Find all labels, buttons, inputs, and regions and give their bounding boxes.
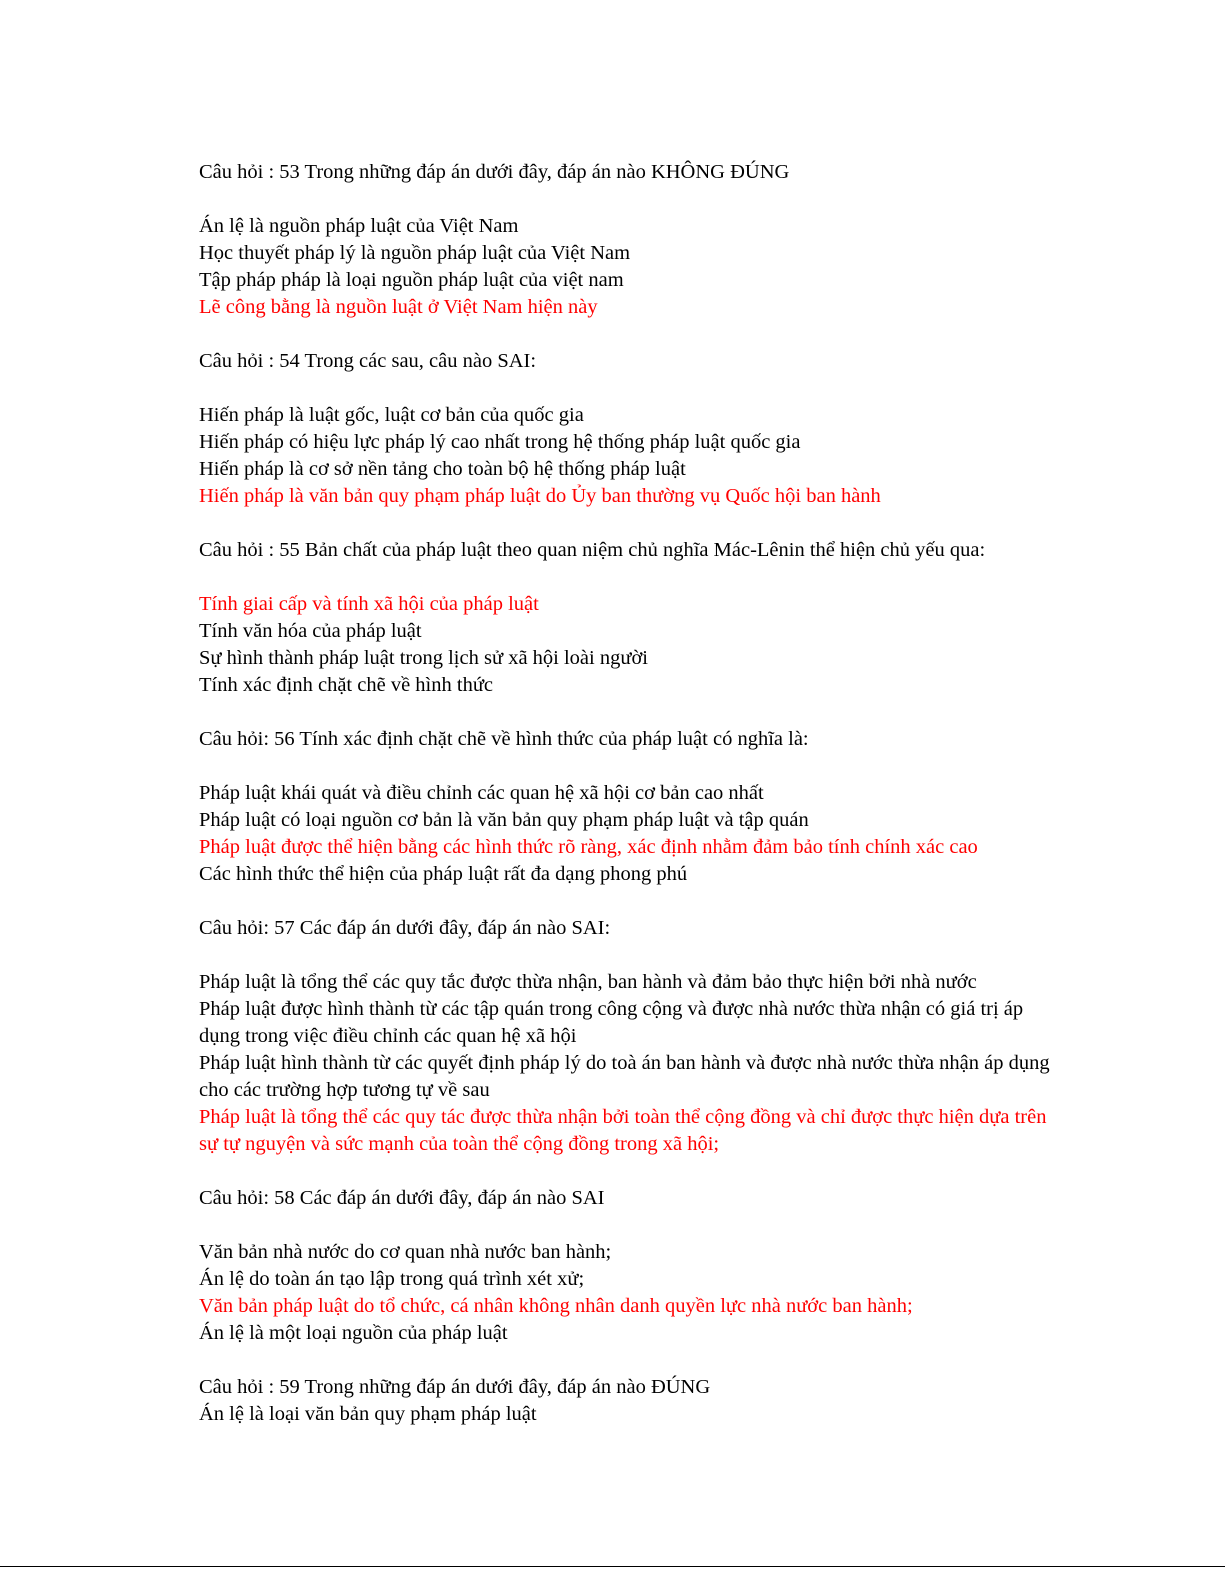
question-block xyxy=(199,915,1059,1158)
question-block xyxy=(199,537,1059,699)
answer-option: Hiến pháp là cơ sở nền tảng cho toàn bộ hệ thống pháp luật xyxy=(199,458,686,480)
question-title: Câu hỏi : 55 Bản chất của pháp luật theo quan niệm chủ nghĩa Mác-Lênin thể hiện chủ yếu qua: xyxy=(199,539,986,561)
answer-option-highlighted: Lẽ công bằng là nguồn luật ở Việt Nam hiện này xyxy=(199,296,598,318)
page-bottom-rule xyxy=(0,1566,1225,1567)
question-block xyxy=(199,1185,1059,1347)
answer-option: Hiến pháp có hiệu lực pháp lý cao nhất trong hệ thống pháp luật quốc gia xyxy=(199,431,801,453)
answer-option: Hiến pháp là luật gốc, luật cơ bản của quốc gia xyxy=(199,404,584,426)
question-block xyxy=(199,1374,1059,1428)
question-title: Câu hỏi: 56 Tính xác định chặt chẽ về hình thức của pháp luật có nghĩa là: xyxy=(199,728,809,750)
answer-option: Pháp luật được hình thành từ các tập quán trong công cộng và được nhà nước thừa nhận có giá trị áp dụng trong việc điều chỉnh các quan hệ xã hội xyxy=(199,998,1024,1047)
answer-option: Các hình thức thể hiện của pháp luật rất đa dạng phong phú xyxy=(199,863,688,885)
question-title: Câu hỏi : 54 Trong các sau, câu nào SAI: xyxy=(199,350,537,372)
answer-option-highlighted: Văn bản pháp luật do tổ chức, cá nhân không nhân danh quyền lực nhà nước ban hành; xyxy=(199,1295,913,1317)
answer-option-highlighted: Tính giai cấp và tính xã hội của pháp luật xyxy=(199,593,539,615)
answer-option: Tính xác định chặt chẽ về hình thức xyxy=(199,674,494,696)
answer-option: Pháp luật hình thành từ các quyết định pháp lý do toà án ban hành và được nhà nước thừa nhận áp dụng cho các trường hợp tương tự về sau xyxy=(199,1052,1050,1101)
question-block xyxy=(199,726,1059,888)
answer-option: Sự hình thành pháp luật trong lịch sử xã hội loài người xyxy=(199,647,648,669)
answer-option: Án lệ là loại văn bản quy phạm pháp luật xyxy=(199,1403,537,1425)
answer-option-highlighted: Hiến pháp là văn bản quy phạm pháp luật do Ủy ban thường vụ Quốc hội ban hành xyxy=(199,485,881,507)
question-title: Câu hỏi: 57 Các đáp án dưới đây, đáp án nào SAI: xyxy=(199,917,611,939)
question-title: Câu hỏi : 53 Trong những đáp án dưới đây, đáp án nào KHÔNG ĐÚNG xyxy=(199,161,790,183)
answer-option: Án lệ do toàn án tạo lập trong quá trình xét xử; xyxy=(199,1268,585,1290)
answer-option: Án lệ là một loại nguồn của pháp luật xyxy=(199,1322,508,1344)
document-content xyxy=(199,159,1059,1455)
answer-option: Án lệ là nguồn pháp luật của Việt Nam xyxy=(199,215,519,237)
question-block xyxy=(199,348,1059,510)
answer-option: Học thuyết pháp lý là nguồn pháp luật của Việt Nam xyxy=(199,242,631,264)
answer-option: Tập pháp pháp là loại nguồn pháp luật của việt nam xyxy=(199,269,624,291)
question-title: Câu hỏi : 59 Trong những đáp án dưới đây, đáp án nào ĐÚNG xyxy=(199,1376,711,1398)
answer-option: Pháp luật khái quát và điều chỉnh các quan hệ xã hội cơ bản cao nhất xyxy=(199,782,764,804)
answer-option: Pháp luật có loại nguồn cơ bản là văn bản quy phạm pháp luật và tập quán xyxy=(199,809,809,831)
question-block xyxy=(199,159,1059,321)
answer-option-highlighted: Pháp luật là tổng thể các quy tác được thừa nhận bởi toàn thể cộng đồng và chỉ được thực hiện dựa trên sự tự nguyện và sức mạnh của toàn thể cộng đồng trong xã hội; xyxy=(199,1106,1047,1155)
answer-option: Văn bản nhà nước do cơ quan nhà nước ban hành; xyxy=(199,1241,612,1263)
answer-option-highlighted: Pháp luật được thể hiện bằng các hình thức rõ ràng, xác định nhằm đảm bảo tính chính xác cao xyxy=(199,836,978,858)
question-title: Câu hỏi: 58 Các đáp án dưới đây, đáp án nào SAI xyxy=(199,1187,605,1209)
answer-option: Pháp luật là tổng thể các quy tắc được thừa nhận, ban hành và đảm bảo thực hiện bởi nhà nước xyxy=(199,971,977,993)
answer-option: Tính văn hóa của pháp luật xyxy=(199,620,422,642)
